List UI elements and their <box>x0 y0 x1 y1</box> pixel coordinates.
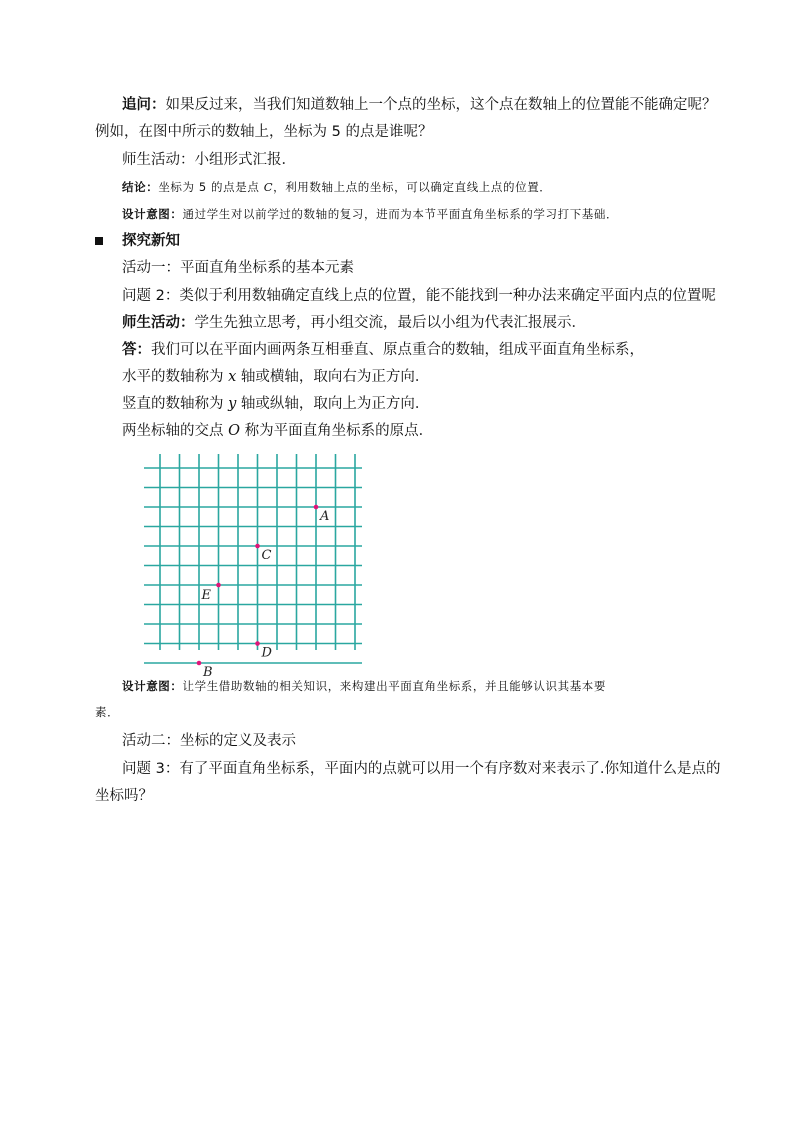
answer-label: 答： <box>122 342 151 358</box>
design-intent-label-2: 设计意图： <box>122 679 183 693</box>
point-e <box>216 583 221 588</box>
point-label-d: D <box>261 645 272 661</box>
point-label-a: A <box>320 509 330 524</box>
point-a <box>314 505 319 510</box>
activity-one-title: 活动一：平面直角坐标系的基本元素 <box>122 260 354 276</box>
point-b <box>197 661 202 666</box>
square-bullet-icon <box>95 237 103 245</box>
section-heading: 探究新知 <box>122 233 180 249</box>
question-2: 问题 2：类似于利用数轴确定直线上点的位置，能不能找到一种办法来确定平面内点的位置呢 <box>122 288 716 304</box>
origin-definition: 两坐标轴的交点 O 称为平面直角坐标系的原点． <box>122 423 434 439</box>
design-intent-1: 设计意图：通过学生对以前学过的数轴的复习，进而为本节平面直角坐标系的学习打下基础． <box>122 207 619 221</box>
point-label-c: C <box>261 548 272 563</box>
teacher-student-activity-2: 师生活动：学生先独立思考，再小组交流，最后以小组为代表汇报展示． <box>122 315 586 331</box>
point-d <box>255 641 260 646</box>
y-axis-definition: 竖直的数轴称为 y 轴或纵轴，取向上为正方向． <box>122 396 430 412</box>
design-intent-label: 设计意图： <box>122 207 183 221</box>
follow-up-label: 追问： <box>122 97 166 113</box>
follow-up-line-1: 追问：如果反过来，当我们知道数轴上一个点的坐标，这个点在数轴上的位置能不能确定呢？ <box>122 97 717 113</box>
answer-paragraph: 答：我们可以在平面内画两条互相垂直、原点重合的数轴，组成平面直角坐标系， <box>122 342 644 358</box>
point-c <box>255 544 260 549</box>
coordinate-grid-figure <box>140 450 370 680</box>
follow-up-line-2: 例如，在图中所示的数轴上，坐标为 5 的点是谁呢？ <box>95 124 433 140</box>
point-label-e: E <box>201 588 211 603</box>
activity-two-title: 活动二：坐标的定义及表示 <box>122 733 296 749</box>
point-label-b: B <box>203 665 213 680</box>
teacher-student-activity-1: 师生活动：小组形式汇报． <box>122 152 296 168</box>
conclusion-paragraph: 结论：坐标为 5 的点是点 C，利用数轴上点的坐标，可以确定直线上点的位置． <box>122 180 552 194</box>
conclusion-label: 结论： <box>122 180 159 194</box>
x-axis-definition: 水平的数轴称为 x 轴或横轴，取向右为正方向． <box>122 369 430 385</box>
